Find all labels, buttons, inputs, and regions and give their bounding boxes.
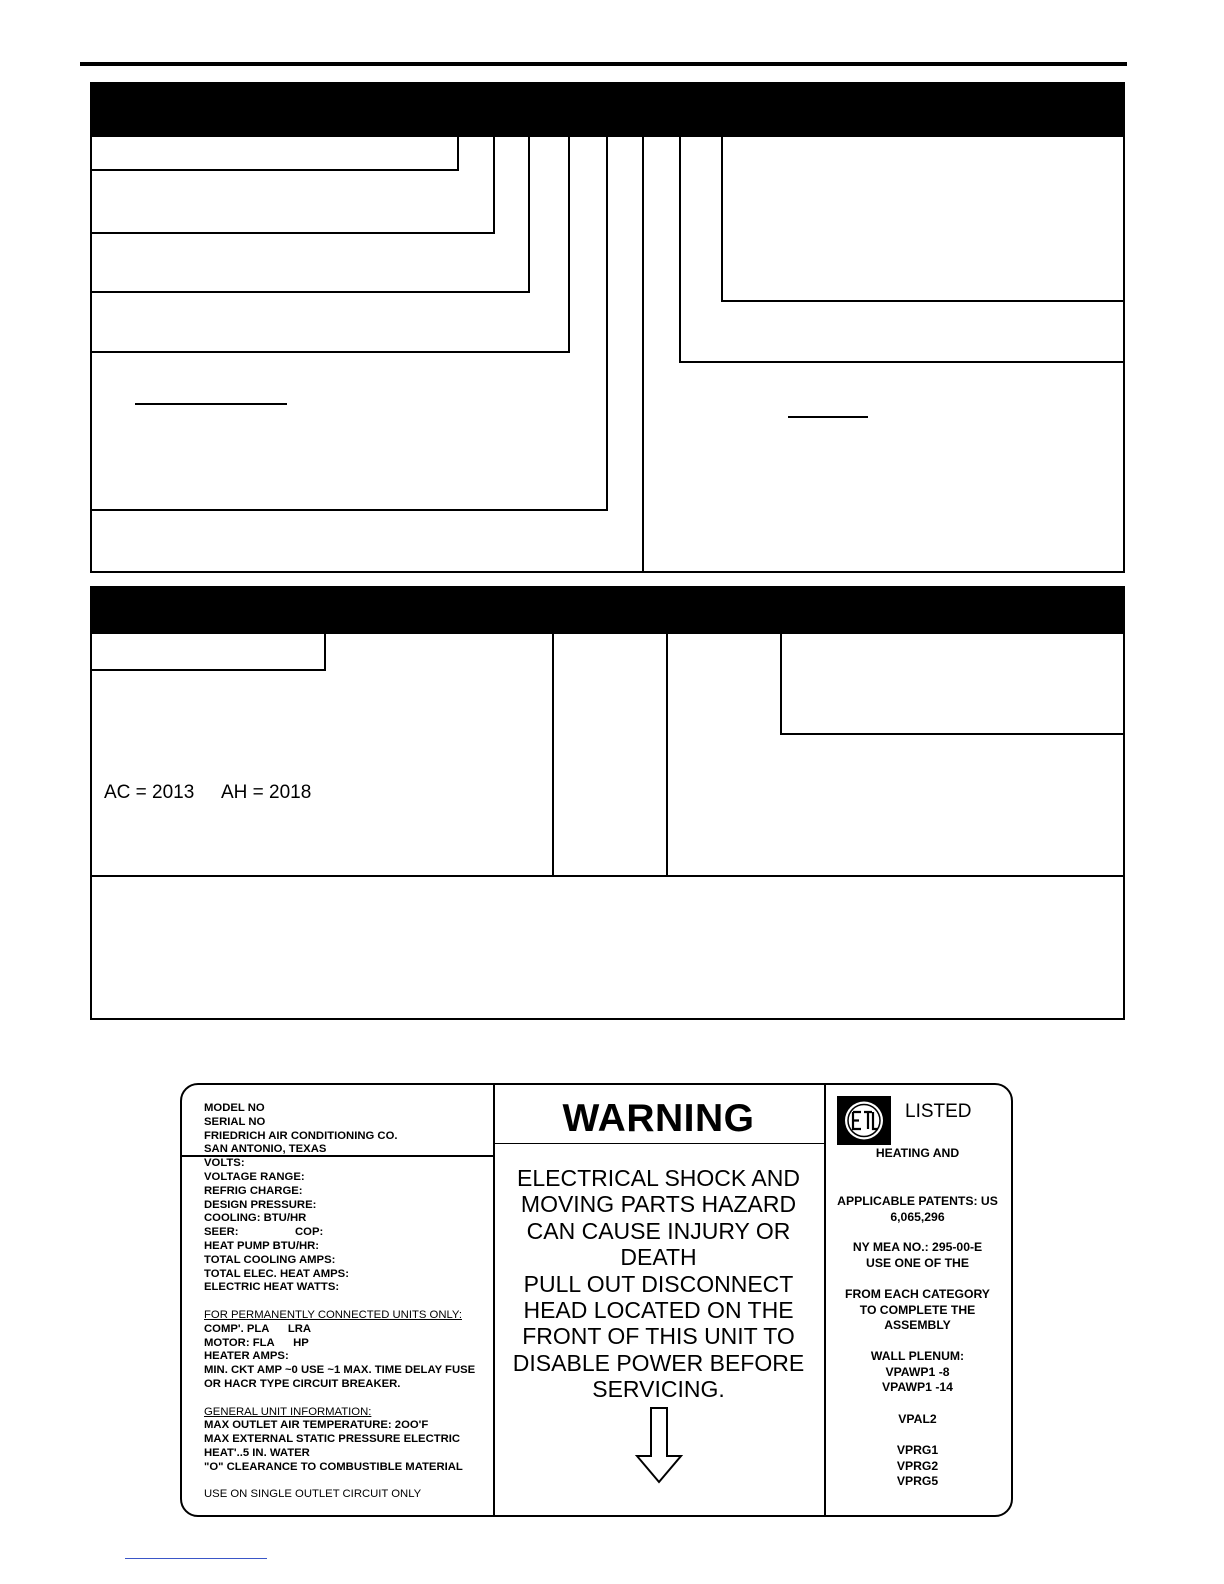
vprg-line: VPRG5 [896, 1474, 939, 1489]
bracket-b3-v [666, 634, 668, 877]
warning-line: HEAD LOCATED ON THE [523, 1297, 794, 1324]
bracket-b1-v [324, 634, 326, 671]
bracket-b1-h [90, 669, 326, 671]
listed-text: LISTED [905, 1101, 972, 1122]
underline-a-right [788, 416, 868, 418]
spec-line: MOTOR: FLA HP [204, 1336, 309, 1349]
spec-line [204, 1475, 475, 1489]
spec-line: FRIEDRICH AIR CONDITIONING CO. [204, 1129, 398, 1142]
category-line: FROM EACH CATEGORY [845, 1287, 990, 1301]
spec-line: DESIGN PRESSURE: [204, 1198, 317, 1211]
category-line: TO COMPLETE THE [859, 1302, 976, 1317]
warning-separator [493, 1143, 824, 1144]
rating-label-specs [182, 1085, 495, 1515]
spec-line [204, 1295, 475, 1309]
spec-line: TOTAL COOLING AMPS: [204, 1253, 336, 1266]
heating-text: HEATING AND [875, 1146, 960, 1160]
bracket-a4-v [568, 137, 570, 353]
underline-a-left [135, 403, 287, 405]
spec-line: MAX OUTLET AIR TEMPERATURE: 2OO'F [204, 1419, 429, 1432]
spec-line: REFRIG CHARGE: [204, 1184, 303, 1197]
year-code-ac: AC = 2013 [104, 782, 195, 803]
spec-line: VOLTAGE RANGE: [204, 1170, 305, 1183]
section-a-header-bar [90, 82, 1125, 137]
spec-line: COMP'. PLA LRA [204, 1322, 312, 1335]
ny-mea-line: USE ONE OF THE [866, 1255, 969, 1270]
spec-line: VOLTS: [204, 1157, 245, 1170]
bracket-b4-h [780, 733, 1125, 735]
bracket-a3-v [528, 137, 530, 293]
wall-plenum-text [824, 1349, 1011, 1396]
spec-line: SERIAL NO [204, 1115, 266, 1128]
spec-line: TOTAL ELEC. HEAT AMPS: [204, 1267, 349, 1280]
bracket-a6-v [679, 137, 681, 363]
warning-title: WARNING [562, 1097, 755, 1140]
spec-line: USE ON SINGLE OUTLET CIRCUIT ONLY [204, 1488, 422, 1501]
warning-line: FRONT OF THIS UNIT TO [522, 1323, 795, 1350]
warning-panel [493, 1085, 826, 1515]
warning-line: DEATH [620, 1244, 697, 1271]
category-line: ASSEMBLY [884, 1318, 951, 1333]
bracket-a2-h [90, 232, 495, 234]
spec-line: OR HACR TYPE CIRCUIT BREAKER. [204, 1377, 401, 1390]
warning-line: MOVING PARTS HAZARD [520, 1191, 797, 1218]
bracket-a1-h [90, 169, 459, 171]
section-b-header-bar [90, 586, 1125, 634]
bracket-b4-v [780, 634, 782, 735]
category-text [824, 1287, 1011, 1334]
bracket-a7-h [721, 300, 1125, 302]
spec-line: ELECTRIC HEAT WATTS: [204, 1281, 340, 1294]
spec-line: HEAT PUMP BTU/HR: [204, 1239, 320, 1252]
warning-line: CAN CAUSE INJURY OR [526, 1217, 791, 1244]
warning-line: ELECTRICAL SHOCK AND [517, 1165, 800, 1191]
year-code-ah: AH = 2018 [221, 782, 312, 803]
patents-text [824, 1194, 1011, 1225]
bracket-b-bottom [90, 875, 1125, 877]
bracket-a4-h [90, 351, 570, 353]
top-rule [80, 62, 1127, 66]
wall-plenum-line: VPAWP1 -14 [882, 1380, 953, 1395]
spec-line: COOLING: BTU/HR [204, 1212, 307, 1225]
spec-line: FOR PERMANENTLY CONNECTED UNITS ONLY: [204, 1308, 462, 1321]
spec-line: "O" CLEARANCE TO COMBUSTIBLE MATERIAL [204, 1460, 463, 1473]
bracket-a2-v [493, 137, 495, 234]
bracket-a5-v [606, 137, 608, 511]
spec-line: GENERAL UNIT INFORMATION: [204, 1405, 372, 1418]
warning-text [493, 1165, 824, 1403]
bracket-a5-h [90, 509, 608, 511]
wall-plenum-line: WALL PLENUM: [870, 1349, 965, 1363]
footer-link[interactable] [125, 1558, 267, 1559]
patents-line: APPLICABLE PATENTS: US [837, 1194, 998, 1208]
arrow-down-icon [634, 1406, 684, 1486]
spec-line: MODEL NO [204, 1102, 265, 1114]
bracket-a3-h [90, 291, 530, 293]
wall-plenum-line: VPAWP1 -8 [885, 1364, 950, 1379]
vprg-text [824, 1443, 1011, 1490]
spec-line: MAX EXTERNAL STATIC PRESSURE ELECTRIC [204, 1433, 461, 1446]
etl-listed-logo-icon [837, 1096, 891, 1145]
warning-line: DISABLE POWER BEFORE [512, 1349, 805, 1376]
spec-line: HEAT'..5 IN. WATER [204, 1446, 310, 1459]
vprg-line: VPRG1 [896, 1443, 939, 1457]
bracket-a6-h [679, 361, 1125, 363]
spec-line [204, 1392, 475, 1406]
warning-line: PULL OUT DISCONNECT [523, 1270, 794, 1297]
ny-mea-text [824, 1240, 1011, 1271]
bracket-a1-v [457, 137, 459, 171]
ny-mea-line: NY MEA NO.: 295-00-E [852, 1240, 983, 1254]
spec-lines [204, 1102, 475, 1502]
warning-line: SERVICING. [592, 1376, 725, 1403]
vpal-text: VPAL2 [898, 1412, 937, 1426]
listing-panel [824, 1085, 1011, 1515]
spec-line: SAN ANTONIO, TEXAS [204, 1143, 327, 1156]
divider-a-center [642, 137, 644, 573]
patents-line: 6,065,296 [890, 1209, 945, 1224]
spec-line: HEATER AMPS: [204, 1350, 289, 1363]
bracket-b2-v [552, 634, 554, 877]
bracket-a7-v [721, 137, 723, 302]
rating-label [180, 1083, 1013, 1517]
vprg-line: VPRG2 [896, 1458, 939, 1473]
spec-line: SEER: COP: [204, 1226, 324, 1239]
spec-line: MIN. CKT AMP ~0 USE ~1 MAX. TIME DELAY FUSE [204, 1364, 476, 1377]
